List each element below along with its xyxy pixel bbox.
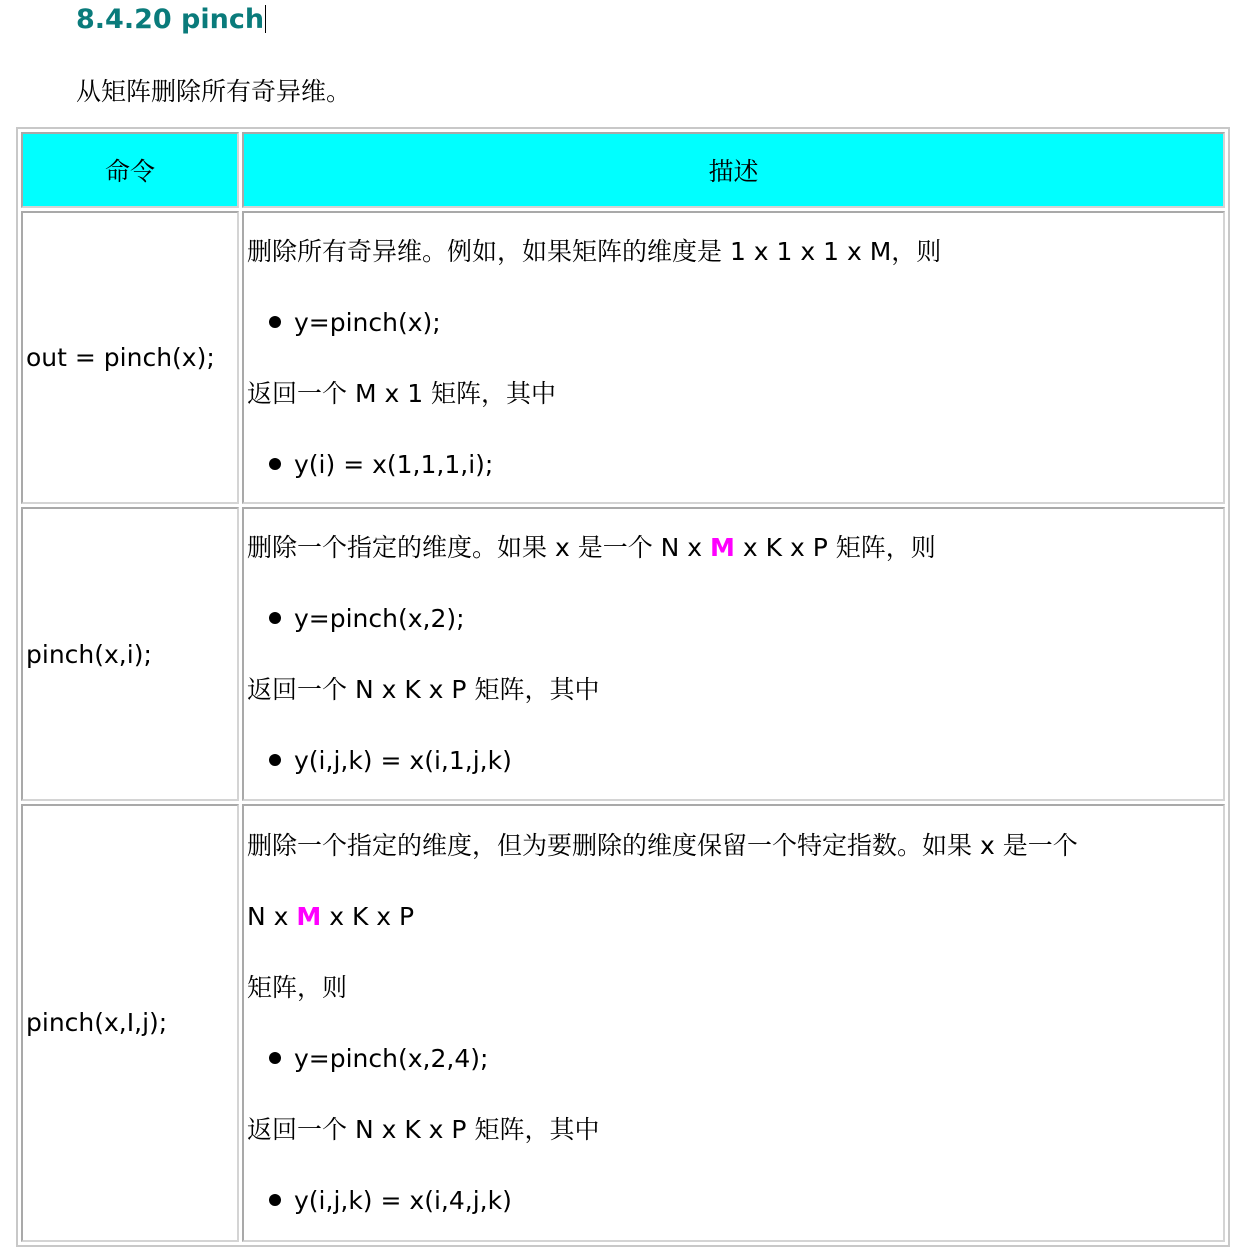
description-cell (242, 804, 1225, 1242)
bullet-text: y(i,j,k) = x(i,1,j,k) (294, 746, 512, 776)
description-line: 删除所有奇异维。例如，如果矩阵的维度是 1 x 1 x 1 x M，则 (247, 236, 942, 266)
section-intro: 从矩阵删除所有奇异维。 (76, 77, 352, 106)
command-cell: pinch(x,i); (21, 507, 239, 800)
description-cell (242, 211, 1225, 504)
bullet-text: y=pinch(x); (294, 307, 441, 337)
description-text: x K x P (321, 901, 415, 931)
description-line: 删除一个指定的维度，但为要删除的维度保留一个特定指数。如果 x 是一个 (247, 830, 1078, 860)
description-line: 返回一个 N x K x P 矩阵，其中 (247, 1114, 600, 1144)
bullet-dot-icon (269, 458, 281, 470)
bullet-dot-icon (269, 1194, 281, 1206)
bullet-text: y(i) = x(1,1,1,i); (294, 449, 494, 479)
highlighted-dimension: M (710, 533, 735, 563)
table-row (21, 507, 1225, 800)
bullet-dot-icon (269, 754, 281, 766)
description-line: 矩阵，则 (247, 972, 348, 1002)
description-line (247, 512, 1223, 583)
description-text: N x (247, 901, 297, 931)
description-text: 删除一个指定的维度。如果 x 是一个 N x (247, 533, 711, 563)
header-description: 描述 (242, 132, 1225, 208)
bullet-text: y=pinch(x,2); (294, 604, 465, 634)
table-row (21, 804, 1225, 1242)
bullet-dot-icon (269, 316, 281, 328)
description-line: 返回一个 M x 1 矩阵，其中 (247, 378, 557, 408)
bullet-item (247, 1023, 1223, 1094)
description-line (247, 881, 1223, 952)
bullet-dot-icon (269, 1052, 281, 1064)
description-cell (242, 507, 1225, 800)
bullet-item (247, 583, 1223, 654)
bullet-text: y=pinch(x,2,4); (294, 1043, 489, 1073)
section-title (76, 2, 266, 38)
bullet-item (247, 725, 1223, 796)
text-caret (265, 5, 266, 33)
header-command: 命令 (21, 132, 239, 208)
command-cell: out = pinch(x); (21, 211, 239, 504)
bullet-text: y(i,j,k) = x(i,4,j,k) (294, 1185, 512, 1215)
bullet-dot-icon (269, 612, 281, 624)
highlighted-dimension: M (296, 901, 322, 931)
section-title-text: 8.4.20 pinch (76, 4, 265, 35)
description-text: x K x P 矩阵，则 (734, 533, 936, 563)
description-line: 返回一个 N x K x P 矩阵，其中 (247, 675, 600, 705)
table-row (21, 211, 1225, 504)
bullet-item (247, 287, 1223, 358)
bullet-item (247, 1165, 1223, 1236)
command-table (16, 127, 1230, 1247)
table-header-row (21, 132, 1225, 208)
bullet-item (247, 429, 1223, 500)
command-cell: pinch(x,I,j); (21, 804, 239, 1242)
